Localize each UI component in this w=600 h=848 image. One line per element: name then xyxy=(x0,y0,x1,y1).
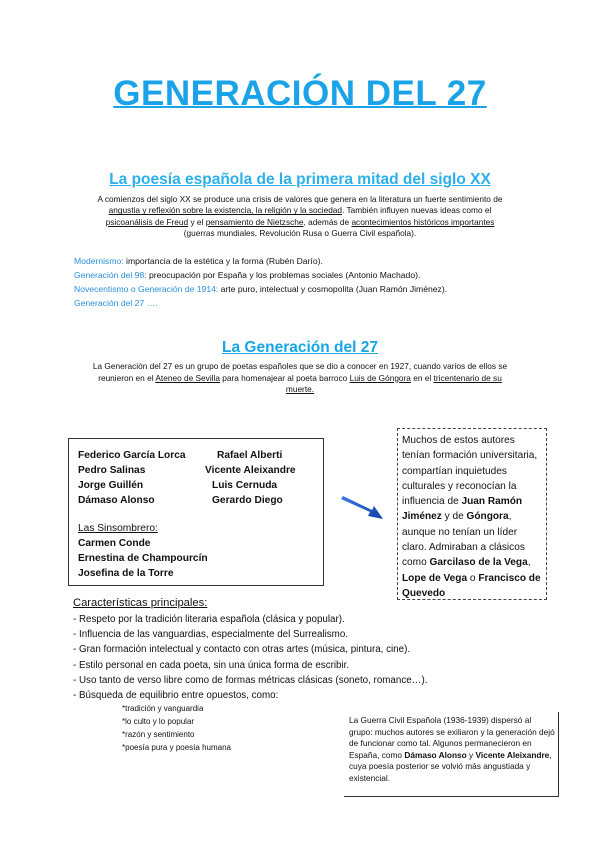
author-name: Dámaso Alonso xyxy=(78,495,155,506)
gen-text-4: en el xyxy=(410,372,434,383)
name-lope: Lope de Vega xyxy=(402,572,468,584)
intro-paragraph xyxy=(72,194,528,239)
intro-underline-freud: psicoanálisis de Freud xyxy=(105,216,189,227)
characteristics-heading: Características principales: xyxy=(73,597,208,609)
movement-item xyxy=(74,269,420,281)
gen-underline-tricentenario: tricentenario de su xyxy=(433,372,502,383)
movement-label: Generación del 27 …. xyxy=(74,298,158,308)
gen-underline-ateneo: Ateneo de Sevilla xyxy=(155,372,220,383)
intro-text-3: y el xyxy=(188,216,206,227)
influences-text-4: , xyxy=(527,557,531,569)
influences-text-5: o xyxy=(467,572,479,584)
influences-text xyxy=(402,433,544,601)
author-name: Vicente Aleixandre xyxy=(205,465,296,476)
gen-text-2: reunieron en el xyxy=(98,372,156,383)
section-heading-generation: La Generación del 27 xyxy=(222,339,378,356)
movement-item xyxy=(74,255,323,267)
intro-underline-nietzsche: pensamiento de Nietzsche xyxy=(205,216,304,227)
influences-text-1: Muchos de estos autores tenían formación universitaria, compartían inquietudes culturales y reconocían la influencia de xyxy=(402,435,538,508)
movement-item xyxy=(74,297,158,309)
movement-label: Modernismo: xyxy=(74,256,124,266)
list-item: * razón y sentimiento xyxy=(122,728,231,741)
movement-text: preocupación por España y los problemas sociales (Antonio Machado). xyxy=(146,270,421,280)
arrow-right-icon xyxy=(339,494,385,522)
author-name: Federico García Lorca xyxy=(78,450,186,461)
movement-label: Novecentismo o Generación de 1914: xyxy=(74,284,219,294)
list-item: - Estilo personal en cada poeta, sin una única forma de escribir. xyxy=(73,658,427,673)
author-name: Josefina de la Torre xyxy=(78,568,174,579)
name-gongora: Góngora xyxy=(466,511,509,523)
intro-text-2: . También influyen nuevas ideas como el xyxy=(342,205,492,216)
movement-text: importancia de la estética y la forma (Rubén Darío). xyxy=(123,256,323,266)
influences-text-2: y de xyxy=(441,511,467,523)
intro-underline-historicos: acontecimientos históricos importantes xyxy=(351,216,495,227)
author-name: Carmen Conde xyxy=(78,538,151,549)
list-item: * poesía pura y poesía humana xyxy=(122,741,231,754)
authors-box xyxy=(68,438,324,586)
war-text-2: y xyxy=(466,749,476,760)
list-item: - Influencia de las vanguardias, especialmente del Surrealismo. xyxy=(73,627,427,642)
name-damaso: Dámaso Alonso xyxy=(404,749,467,760)
intro-underline-angustia: angustia y reflexión sobre la existencia, la religión y la sociedad xyxy=(108,205,343,216)
intro-text-1: A comienzos del siglo XX se produce una crisis de valores que genera en la literatura un fuerte sentimiento de xyxy=(97,194,503,204)
generation-paragraph xyxy=(72,361,528,396)
sinsombrero-heading: Las Sinsombrero: xyxy=(78,523,158,534)
section-heading-poetry: La poesía española de la primera mitad del siglo XX xyxy=(109,171,491,188)
movement-label: Generación del 98: xyxy=(74,270,147,280)
gen-text-3: para homenajear al poeta barroco xyxy=(219,372,350,383)
list-item: - Gran formación intelectual y contacto con otras artes (música, pintura, cine). xyxy=(73,642,427,657)
movement-text: arte puro, intelectual y cosmopolita (Juan Ramón Jiménez). xyxy=(218,284,448,294)
name-jrj: Juan Ramón Jiménez xyxy=(402,496,523,523)
opposites-list xyxy=(122,702,231,754)
influences-text-3: , aunque no tenían un líder claro. Admiraban a clásicos como xyxy=(402,511,525,569)
name-aleixandre: Vicente Aleixandre xyxy=(475,749,550,760)
author-name: Jorge Guillén xyxy=(78,480,144,491)
civil-war-box xyxy=(344,712,559,797)
war-text-1: La Guerra Civil Española (1936-1939) dispersó al grupo: muchos autores se exiliaron y la generación dejó de funcionar como tal. Algunos permanecieron en España, como xyxy=(349,715,555,760)
author-name: Gerardo Diego xyxy=(212,495,283,506)
gen-underline-gongora: Luis de Góngora xyxy=(349,372,411,383)
civil-war-text xyxy=(349,715,555,785)
movement-item xyxy=(74,283,447,295)
author-name: Rafael Alberti xyxy=(217,450,283,461)
name-quevedo: Francisco de Quevedo xyxy=(402,572,541,599)
list-item: - Uso tanto de verso libre como de formas métricas clásicas (soneto, romance…). xyxy=(73,673,427,688)
war-text-3: , cuya poesía posterior se volvió más angustiada y existencial. xyxy=(349,749,552,783)
influences-box xyxy=(397,428,547,600)
list-item: - Respeto por la tradición literaria española (clásica y popular). xyxy=(73,612,427,627)
intro-text-5: (guerras mundiales, Revolución Rusa o Guerra Civil española). xyxy=(183,227,417,238)
list-item: * tradición y vanguardia xyxy=(122,702,231,715)
characteristics-list xyxy=(73,612,427,703)
author-name: Pedro Salinas xyxy=(78,465,146,476)
list-item: * lo culto y lo popular xyxy=(122,715,231,728)
page-title: GENERACIÓN DEL 27 xyxy=(113,74,487,113)
author-name: Ernestina de Champourcín xyxy=(78,553,208,564)
gen-text-1: La Generación del 27 es un grupo de poetas españoles que se dio a conocer en 1927, cuando varios de ellos se xyxy=(92,361,508,371)
list-item: - Búsqueda de equilibrio entre opuestos, como: xyxy=(73,688,427,703)
intro-text-4: , además de xyxy=(303,216,352,227)
author-name: Luis Cernuda xyxy=(212,480,278,491)
name-garcilaso: Garcilaso de la Vega xyxy=(429,557,528,569)
gen-underline-muerte: muerte. xyxy=(285,384,315,394)
